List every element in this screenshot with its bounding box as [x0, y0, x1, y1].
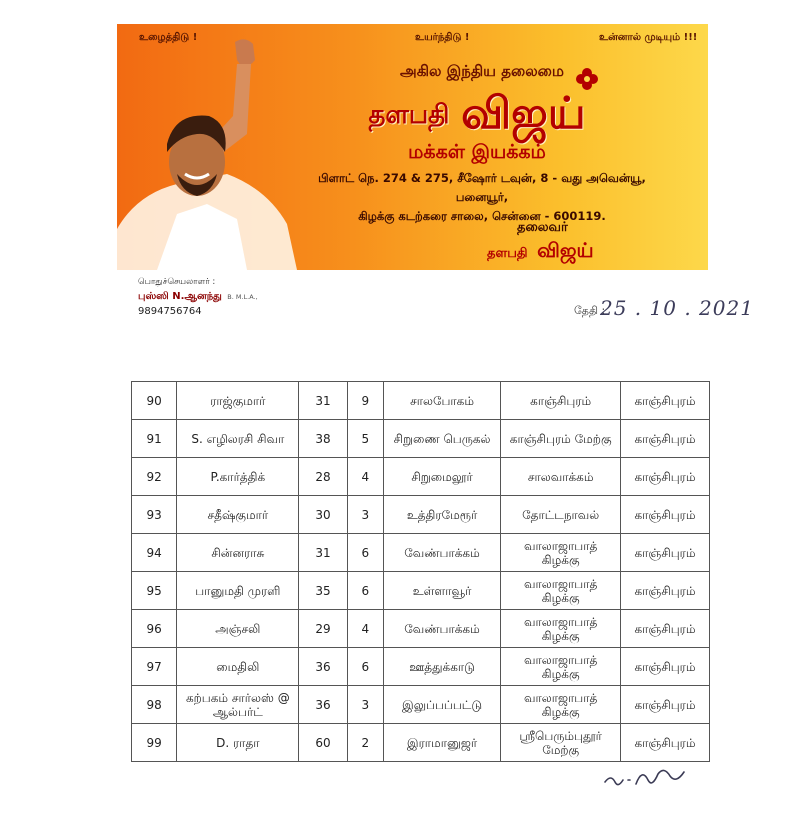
table-cell: 98 [132, 686, 177, 724]
table-cell: காஞ்சிபுரம் [621, 458, 710, 496]
table-cell: 96 [132, 610, 177, 648]
table-cell: 31 [299, 382, 348, 420]
table-cell: D. ராதா [177, 724, 299, 762]
table-cell: காஞ்சிபுரம் [621, 534, 710, 572]
table-cell: வேண்பாக்கம் [383, 610, 501, 648]
table-cell: 93 [132, 496, 177, 534]
leader-name-part-2: விஜய் [537, 238, 594, 262]
table-cell: மைதிலி [177, 648, 299, 686]
general-secretary-name-text: புஸ்ஸி N.ஆனந்து [138, 291, 222, 302]
table-cell: வாலாஜாபாத் கிழக்கு [501, 534, 621, 572]
table-cell: சின்னராசு [177, 534, 299, 572]
signature-icon [600, 764, 690, 794]
table-cell: காஞ்சிபுரம் [501, 382, 621, 420]
table-cell: 29 [299, 610, 348, 648]
table-cell: உத்திரமேரூர் [383, 496, 501, 534]
table-cell: வாலாஜாபாத் கிழக்கு [501, 572, 621, 610]
table-cell: 3 [347, 686, 383, 724]
table-cell: தோட்டநாவல் [501, 496, 621, 534]
letterhead-title [317, 88, 637, 145]
table-row [132, 610, 710, 648]
table-cell: காஞ்சிபுரம் [621, 610, 710, 648]
slogan-right: உன்னால் முடியும் !!! [599, 32, 698, 43]
table-cell: 30 [299, 496, 348, 534]
leader-name-part-1: தளபதி [487, 246, 528, 261]
table-cell: உள்ளாவூர் [383, 572, 501, 610]
table-cell: இலுப்பப்பட்டு [383, 686, 501, 724]
table-cell: வேண்பாக்கம் [383, 534, 501, 572]
title-part-1: தளபதி [368, 100, 450, 130]
table-cell: காஞ்சிபுரம் [621, 496, 710, 534]
leader-label: தலைவர் [517, 220, 568, 235]
table-cell: 36 [299, 686, 348, 724]
table-cell: அஞ்சலி [177, 610, 299, 648]
table-cell: வாலாஜாபாத் கிழக்கு [501, 648, 621, 686]
member-list-table [131, 381, 710, 762]
table-row [132, 724, 710, 762]
table-cell: 2 [347, 724, 383, 762]
table-cell: 5 [347, 420, 383, 458]
table-row [132, 382, 710, 420]
table-cell: காஞ்சிபுரம் [621, 724, 710, 762]
table-cell: 92 [132, 458, 177, 496]
address-block [292, 169, 672, 226]
date-label: தேதி : [574, 304, 606, 317]
date-value: 25 . 10 . 2021 [600, 296, 754, 320]
organization-name: மக்கள் இயக்கம் [408, 141, 546, 163]
table-cell: வாலாஜாபாத் கிழக்கு [501, 610, 621, 648]
table-row [132, 686, 710, 724]
table-cell: காஞ்சிபுரம் [621, 382, 710, 420]
table-cell: 60 [299, 724, 348, 762]
general-secretary-label: பொதுச்செயலாளர் : [138, 277, 216, 287]
table-cell: சதீஷ்குமார் [177, 496, 299, 534]
table-cell: 90 [132, 382, 177, 420]
general-secretary-qualifications: B. M.L.A., [227, 293, 258, 301]
table-cell: காஞ்சிபுரம் [621, 686, 710, 724]
slogan-left: உழைத்திடு ! [139, 32, 198, 43]
letterhead-subtitle: அகில இந்திய தலைமை [400, 62, 564, 80]
letterhead-banner [117, 24, 708, 270]
table-cell: காஞ்சிபுரம் [621, 572, 710, 610]
table-cell: கற்பகம் சார்லஸ் @ ஆல்பர்ட் [177, 686, 299, 724]
table-row [132, 420, 710, 458]
table-cell: சாலபோகம் [383, 382, 501, 420]
table-cell: சாலவாக்கம் [501, 458, 621, 496]
table-cell: காஞ்சிபுரம் [621, 648, 710, 686]
table-row [132, 572, 710, 610]
table-cell: 31 [299, 534, 348, 572]
table-cell: 35 [299, 572, 348, 610]
table-cell: 99 [132, 724, 177, 762]
table-cell: 6 [347, 572, 383, 610]
table-cell: 3 [347, 496, 383, 534]
table-cell: ராஜ்குமார் [177, 382, 299, 420]
leader-portrait-image [117, 24, 317, 270]
table-cell: 97 [132, 648, 177, 686]
table-cell: பானுமதி முரளி [177, 572, 299, 610]
table-cell: S. எழிலரசி சிவா [177, 420, 299, 458]
table-cell: சிறுணை பெருகல் [383, 420, 501, 458]
title-part-2: விஜய் [461, 88, 586, 139]
table-cell: 4 [347, 610, 383, 648]
table-cell: 91 [132, 420, 177, 458]
table-cell: ஸ்ரீபெரும்புதூர் மேற்கு [501, 724, 621, 762]
table-row [132, 534, 710, 572]
table-cell: 6 [347, 648, 383, 686]
leader-name [487, 238, 594, 265]
table-cell: 6 [347, 534, 383, 572]
table-cell: காஞ்சிபுரம் [621, 420, 710, 458]
table-cell: சிறுமைலூர் [383, 458, 501, 496]
general-secretary-name [138, 291, 258, 303]
table-cell: 4 [347, 458, 383, 496]
table-cell: P.கார்த்திக் [177, 458, 299, 496]
general-secretary-phone: 9894756764 [138, 306, 202, 317]
table-cell: 36 [299, 648, 348, 686]
member-list-body [132, 382, 710, 762]
table-cell: 38 [299, 420, 348, 458]
table-cell: ஊத்துக்காடு [383, 648, 501, 686]
address-line-1: பிளாட் நெ. 274 & 275, சீஷோர் டவுன், 8 - வது அவென்யூ, பனையூர், [318, 171, 646, 204]
slogan-center: உயர்ந்திடு ! [415, 32, 470, 43]
table-cell: 28 [299, 458, 348, 496]
table-row [132, 496, 710, 534]
table-cell: இராமானுஜர் [383, 724, 501, 762]
table-cell: 95 [132, 572, 177, 610]
table-cell: 94 [132, 534, 177, 572]
table-cell: காஞ்சிபுரம் மேற்கு [501, 420, 621, 458]
table-cell: வாலாஜாபாத் கிழக்கு [501, 686, 621, 724]
table-row [132, 458, 710, 496]
table-row [132, 648, 710, 686]
address-line-2: கிழக்கு கடற்கரை சாலை, சென்னை - 600119. [358, 209, 606, 223]
table-cell: 9 [347, 382, 383, 420]
